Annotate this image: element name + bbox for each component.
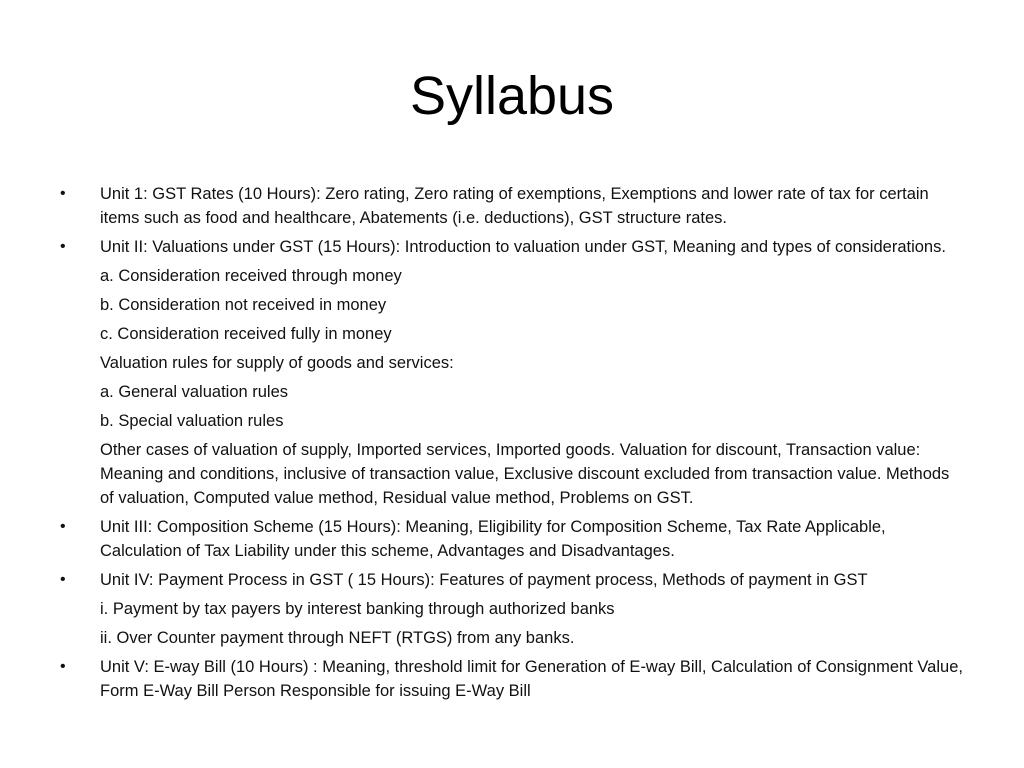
list-item [0, 515, 966, 563]
list-item [0, 182, 966, 230]
list-item [0, 409, 966, 433]
list-item-text: a. General valuation rules [100, 383, 289, 401]
list-item [0, 568, 966, 592]
list-item-text: b. Consideration not received in money [100, 296, 387, 314]
list-item-text: Unit II: Valuations under GST (15 Hours): Introduction to valuation under GST, Meaning and types of considerations. [100, 238, 946, 256]
list-item [0, 293, 966, 317]
list-item-text: Unit V: E-way Bill (10 Hours) : Meaning, threshold limit for Generation of E-way Bill, Calculation of Consignment Value, Form E-Way Bill Person Responsible for issuing E-Way Bill [100, 658, 963, 700]
list-item-text: ii. Over Counter payment through NEFT (RTGS) from any banks. [100, 629, 575, 647]
list-item [0, 380, 966, 404]
list-item [0, 264, 966, 288]
list-item-text: Unit 1: GST Rates (10 Hours): Zero rating, Zero rating of exemptions, Exemptions and lower rate of tax for certain items such as food and healthcare, Abatements (i.e. deductions), GST structure rates. [100, 185, 929, 227]
list-item [0, 235, 966, 259]
list-item [0, 655, 966, 703]
bullet-icon: • [60, 571, 66, 588]
bullet-icon: • [60, 518, 66, 535]
list-item [0, 438, 966, 510]
list-item-text: Valuation rules for supply of goods and services: [100, 354, 454, 372]
slide-title: Syllabus [409, 66, 615, 126]
syllabus-list [0, 182, 1024, 708]
list-item-text: Unit IV: Payment Process in GST ( 15 Hours): Features of payment process, Methods of payment in GST [100, 571, 868, 589]
bullet-icon: • [60, 238, 66, 255]
bullet-icon: • [60, 658, 66, 675]
bullet-icon: • [60, 185, 66, 202]
list-item [0, 597, 966, 621]
list-item-text: Unit III: Composition Scheme (15 Hours): Meaning, Eligibility for Composition Scheme, Tax Rate Applicable, Calculation of Tax Liability under this scheme, Advantages and Disadvantages. [100, 518, 886, 560]
list-item-text: Other cases of valuation of supply, Imported services, Imported goods. Valuation for discount, Transaction value: Meaning and conditions, inclusive of transaction value, Exclusive discount excluded from transaction value. Methods of valuation, Computed value method, Residual value method, Problems on GST. [100, 441, 950, 507]
list-item [0, 322, 966, 346]
list-item-text: i. Payment by tax payers by interest banking through authorized banks [100, 600, 615, 618]
list-item-text: a. Consideration received through money [100, 267, 402, 285]
list-item-text: b. Special valuation rules [100, 412, 284, 430]
list-item [0, 351, 966, 375]
list-item [0, 626, 966, 650]
list-item-text: c. Consideration received fully in money [100, 325, 392, 343]
